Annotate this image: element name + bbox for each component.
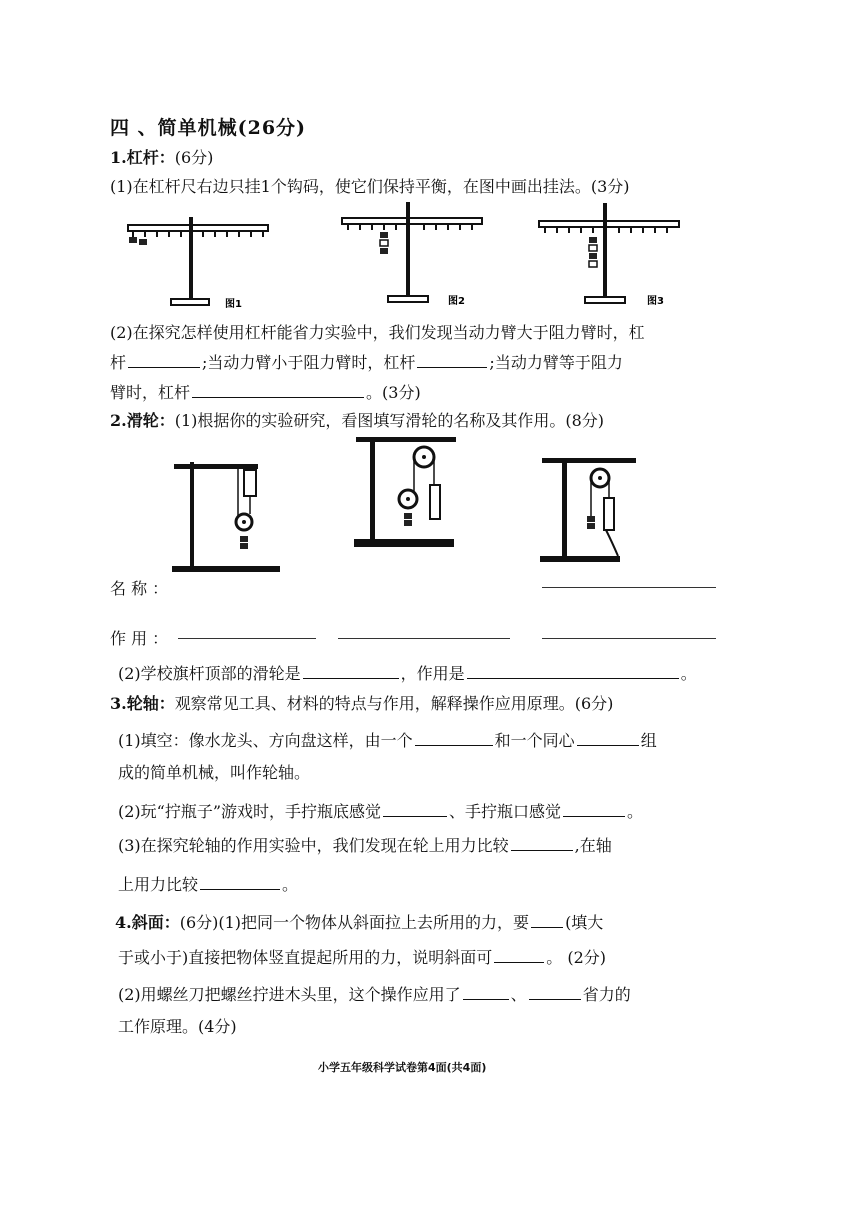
q4-text: (6分)(1)把同一个物体从斜面拉上去所用的力，要	[179, 913, 530, 932]
q2-name-label: 名 称 ：	[110, 579, 169, 598]
answer-blank[interactable]	[531, 911, 563, 928]
answer-blank[interactable]	[200, 873, 280, 890]
q3-text: (1)填空：像水龙头、方向盘这样，由一个	[118, 731, 413, 750]
q2-part2	[118, 662, 697, 685]
q2-text: ，作用是	[400, 664, 465, 683]
pulley-figure-fixed	[540, 452, 640, 562]
answer-blank[interactable]	[563, 800, 625, 817]
q3-text: 上用力比较	[118, 875, 199, 894]
q3-text: 和一个同心	[494, 731, 575, 750]
q2-part1: (1)根据你的实验研究，看图填写滑轮的名称及其作用。(8分)	[174, 411, 605, 430]
q2-text: 。	[680, 664, 697, 683]
q3-header	[110, 693, 613, 715]
name-blank-3[interactable]	[542, 587, 716, 588]
fig-label-2: 图2	[448, 296, 465, 307]
q1-header	[110, 147, 213, 169]
answer-blank[interactable]	[415, 729, 493, 746]
q3-text: 。	[282, 875, 299, 894]
answer-blank[interactable]	[529, 983, 581, 1000]
section-title: 四 、简单机械(26分)	[110, 117, 307, 139]
q3-text: (2)玩“拧瓶子”游戏时，手拧瓶底感觉	[118, 802, 382, 821]
answer-blank[interactable]	[511, 834, 573, 851]
q1-text: ;当动力臂等于阻力	[489, 353, 623, 372]
q1-score: (6分)	[174, 148, 214, 167]
pulley-figure-block	[350, 435, 460, 550]
q4-line1	[115, 911, 603, 934]
answer-blank[interactable]	[417, 351, 487, 368]
q2-heading: 2.滑轮：	[110, 411, 175, 430]
answer-blank[interactable]	[383, 800, 447, 817]
q3-text: (3)在探究轮轴的作用实验中，我们发现在轮上用力比较	[118, 836, 509, 855]
q4-text: 于或小于)直接把物体竖直提起所用的力，说明斜面可	[118, 948, 493, 967]
q1-part2-line3	[110, 381, 421, 404]
use-blank-2[interactable]	[338, 638, 510, 639]
q4-text: (2)用螺丝刀把螺丝拧进木头里，这个操作应用了	[118, 985, 461, 1004]
answer-blank[interactable]	[467, 662, 679, 679]
q4-line3	[118, 983, 631, 1006]
q4-line2	[118, 946, 606, 969]
fig-label-1: 图1	[225, 299, 242, 310]
answer-blank[interactable]	[128, 351, 200, 368]
q3-p1-cont: 成的简单机械，叫作轮轴。	[118, 763, 311, 782]
q4-heading: 4.斜面：	[115, 913, 180, 932]
q3-text: ,在轴	[574, 836, 612, 855]
q3-p2	[118, 800, 643, 823]
lever-figure-1	[125, 215, 285, 315]
q3-p3	[118, 834, 612, 857]
q4-text: 。 (2分)	[546, 948, 607, 967]
q1-heading: 1.杠杆：	[110, 148, 175, 167]
pulley-figure-movable	[170, 452, 280, 577]
q2-text: (2)学校旗杆顶部的滑轮是	[118, 664, 301, 683]
q3-intro: 观察常见工具、材料的特点与作用，解释操作应用原理。(6分)	[174, 694, 614, 713]
q1-text: 杆	[110, 353, 127, 372]
q1-text: ;当动力臂小于阻力臂时，杠杆	[202, 353, 416, 372]
answer-blank[interactable]	[577, 729, 639, 746]
q3-text: 组	[640, 731, 657, 750]
q3-p1	[118, 729, 657, 752]
q3-p3-cont	[118, 873, 298, 896]
q3-text: 、手拧瓶口感觉	[449, 802, 562, 821]
q4-line4: 工作原理。(4分)	[118, 1017, 237, 1036]
q1-part2-line1: (2)在探究怎样使用杠杆能省力实验中，我们发现当动力臂大于阻力臂时，杠	[110, 323, 645, 342]
use-blank-1[interactable]	[178, 638, 316, 639]
q3-text: 。	[627, 802, 644, 821]
q1-part2-line2	[110, 351, 623, 374]
q1-text: 。(3分)	[366, 383, 421, 402]
lever-figure-3	[537, 203, 702, 313]
fig-label-3: 图3	[647, 296, 664, 307]
q2-header	[110, 410, 604, 432]
q4-text: 省力的	[582, 985, 631, 1004]
answer-blank[interactable]	[303, 662, 399, 679]
q3-heading: 3.轮轴：	[110, 694, 175, 713]
answer-blank[interactable]	[192, 381, 364, 398]
q1-part1: (1)在杠杆尺右边只挂1个钩码，使它们保持平衡，在图中画出挂法。(3分)	[110, 177, 630, 196]
lever-figure-2	[340, 200, 500, 310]
use-blank-3[interactable]	[542, 638, 716, 639]
q4-text: 、	[510, 985, 527, 1004]
answer-blank[interactable]	[494, 946, 544, 963]
q2-use-label: 作 用 ：	[110, 629, 169, 648]
answer-blank[interactable]	[463, 983, 509, 1000]
page-footer: 小学五年级科学试卷第4面(共4面)	[318, 1061, 487, 1074]
q4-text: (填大	[565, 913, 604, 932]
q1-text: 臂时，杠杆	[110, 383, 191, 402]
